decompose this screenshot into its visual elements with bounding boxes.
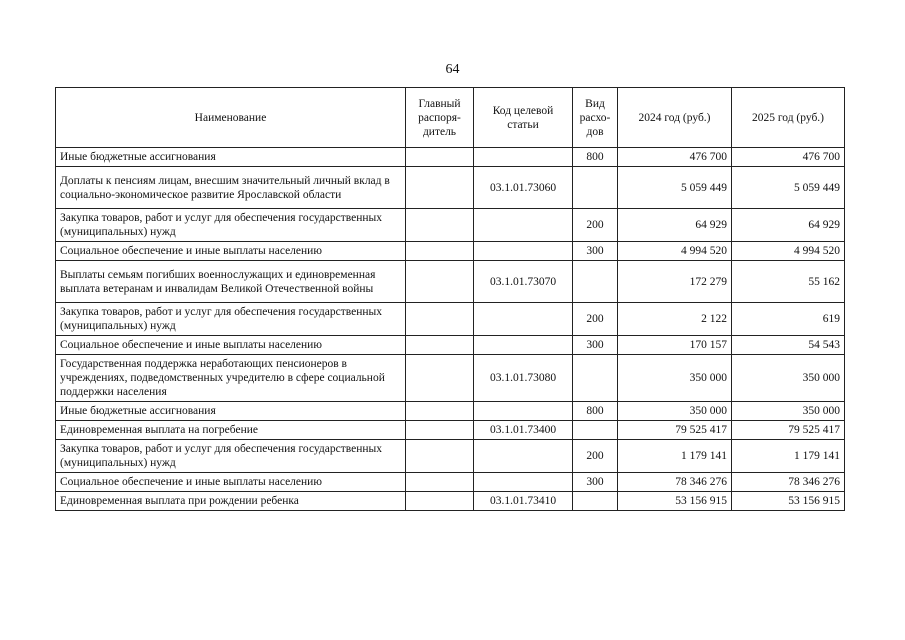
- cell-admin: [406, 209, 474, 242]
- cell-name: Социальное обеспечение и иные выплаты населению: [56, 473, 406, 492]
- cell-type: [573, 167, 618, 209]
- cell-code: 03.1.01.73060: [474, 167, 573, 209]
- cell-2024: 2 122: [618, 303, 732, 336]
- header-type: Вид расхо-дов: [573, 88, 618, 148]
- cell-2025: 79 525 417: [732, 421, 845, 440]
- cell-admin: [406, 355, 474, 402]
- cell-name: Закупка товаров, работ и услуг для обеспечения государственных (муниципальных) нужд: [56, 303, 406, 336]
- cell-2024: 172 279: [618, 261, 732, 303]
- table-row: [56, 402, 845, 421]
- table-row: [56, 242, 845, 261]
- cell-admin: [406, 261, 474, 303]
- cell-type: 800: [573, 148, 618, 167]
- budget-table: [55, 87, 845, 511]
- cell-type: 200: [573, 440, 618, 473]
- cell-admin: [406, 473, 474, 492]
- cell-admin: [406, 242, 474, 261]
- table-row: [56, 355, 845, 402]
- cell-type: 200: [573, 209, 618, 242]
- table-row: [56, 303, 845, 336]
- cell-type: 300: [573, 473, 618, 492]
- header-2025: 2025 год (руб.): [732, 88, 845, 148]
- cell-code: [474, 242, 573, 261]
- cell-2025: 1 179 141: [732, 440, 845, 473]
- cell-type: 800: [573, 402, 618, 421]
- table-row: [56, 440, 845, 473]
- cell-2024: 350 000: [618, 402, 732, 421]
- cell-2025: 4 994 520: [732, 242, 845, 261]
- cell-type: [573, 261, 618, 303]
- cell-admin: [406, 402, 474, 421]
- cell-2024: 5 059 449: [618, 167, 732, 209]
- cell-code: [474, 209, 573, 242]
- table-row: [56, 261, 845, 303]
- cell-2025: 78 346 276: [732, 473, 845, 492]
- cell-code: [474, 148, 573, 167]
- cell-code: 03.1.01.73400: [474, 421, 573, 440]
- cell-code: [474, 336, 573, 355]
- cell-2024: 53 156 915: [618, 492, 732, 511]
- table-row: [56, 421, 845, 440]
- cell-code: [474, 303, 573, 336]
- cell-code: [474, 440, 573, 473]
- cell-2025: 54 543: [732, 336, 845, 355]
- cell-code: 03.1.01.73080: [474, 355, 573, 402]
- table-row: [56, 492, 845, 511]
- cell-2025: 5 059 449: [732, 167, 845, 209]
- cell-2024: 476 700: [618, 148, 732, 167]
- table-row: [56, 209, 845, 242]
- cell-admin: [406, 303, 474, 336]
- cell-admin: [406, 421, 474, 440]
- table-row: [56, 148, 845, 167]
- cell-admin: [406, 440, 474, 473]
- cell-type: 300: [573, 242, 618, 261]
- cell-name: Иные бюджетные ассигнования: [56, 402, 406, 421]
- cell-type: 300: [573, 336, 618, 355]
- cell-name: Единовременная выплата при рождении ребенка: [56, 492, 406, 511]
- cell-2025: 53 156 915: [732, 492, 845, 511]
- cell-2024: 4 994 520: [618, 242, 732, 261]
- cell-2025: 350 000: [732, 355, 845, 402]
- cell-code: [474, 402, 573, 421]
- cell-2024: 78 346 276: [618, 473, 732, 492]
- cell-name: Государственная поддержка неработающих пенсионеров в учреждениях, подведомственных учредителю в сфере социальной поддержки населения: [56, 355, 406, 402]
- table-row: [56, 167, 845, 209]
- header-2024: 2024 год (руб.): [618, 88, 732, 148]
- cell-admin: [406, 148, 474, 167]
- cell-2025: 476 700: [732, 148, 845, 167]
- cell-name: Единовременная выплата на погребение: [56, 421, 406, 440]
- header-admin: Главный распоря-дитель: [406, 88, 474, 148]
- cell-name: Иные бюджетные ассигнования: [56, 148, 406, 167]
- cell-type: [573, 492, 618, 511]
- cell-name: Закупка товаров, работ и услуг для обеспечения государственных (муниципальных) нужд: [56, 440, 406, 473]
- table-header-row: [56, 88, 845, 148]
- cell-admin: [406, 336, 474, 355]
- cell-2025: 64 929: [732, 209, 845, 242]
- cell-type: [573, 355, 618, 402]
- cell-2025: 619: [732, 303, 845, 336]
- cell-code: [474, 473, 573, 492]
- cell-2024: 79 525 417: [618, 421, 732, 440]
- cell-admin: [406, 167, 474, 209]
- cell-code: 03.1.01.73410: [474, 492, 573, 511]
- cell-type: [573, 421, 618, 440]
- cell-name: Доплаты к пенсиям лицам, внесшим значительный личный вклад в социально-экономическое развитие Ярославской области: [56, 167, 406, 209]
- cell-name: Социальное обеспечение и иные выплаты населению: [56, 242, 406, 261]
- cell-2025: 55 162: [732, 261, 845, 303]
- cell-type: 200: [573, 303, 618, 336]
- header-name: Наименование: [56, 88, 406, 148]
- cell-2024: 170 157: [618, 336, 732, 355]
- header-code: Код целевой статьи: [474, 88, 573, 148]
- cell-code: 03.1.01.73070: [474, 261, 573, 303]
- table-row: [56, 336, 845, 355]
- cell-2025: 350 000: [732, 402, 845, 421]
- cell-2024: 64 929: [618, 209, 732, 242]
- cell-2024: 1 179 141: [618, 440, 732, 473]
- cell-name: Закупка товаров, работ и услуг для обеспечения государственных (муниципальных) нужд: [56, 209, 406, 242]
- cell-name: Выплаты семьям погибших военнослужащих и единовременная выплата ветеранам и инвалидам Великой Отечественной войны: [56, 261, 406, 303]
- cell-name: Социальное обеспечение и иные выплаты населению: [56, 336, 406, 355]
- table-row: [56, 473, 845, 492]
- cell-admin: [406, 492, 474, 511]
- cell-2024: 350 000: [618, 355, 732, 402]
- page-number: 64: [445, 62, 460, 77]
